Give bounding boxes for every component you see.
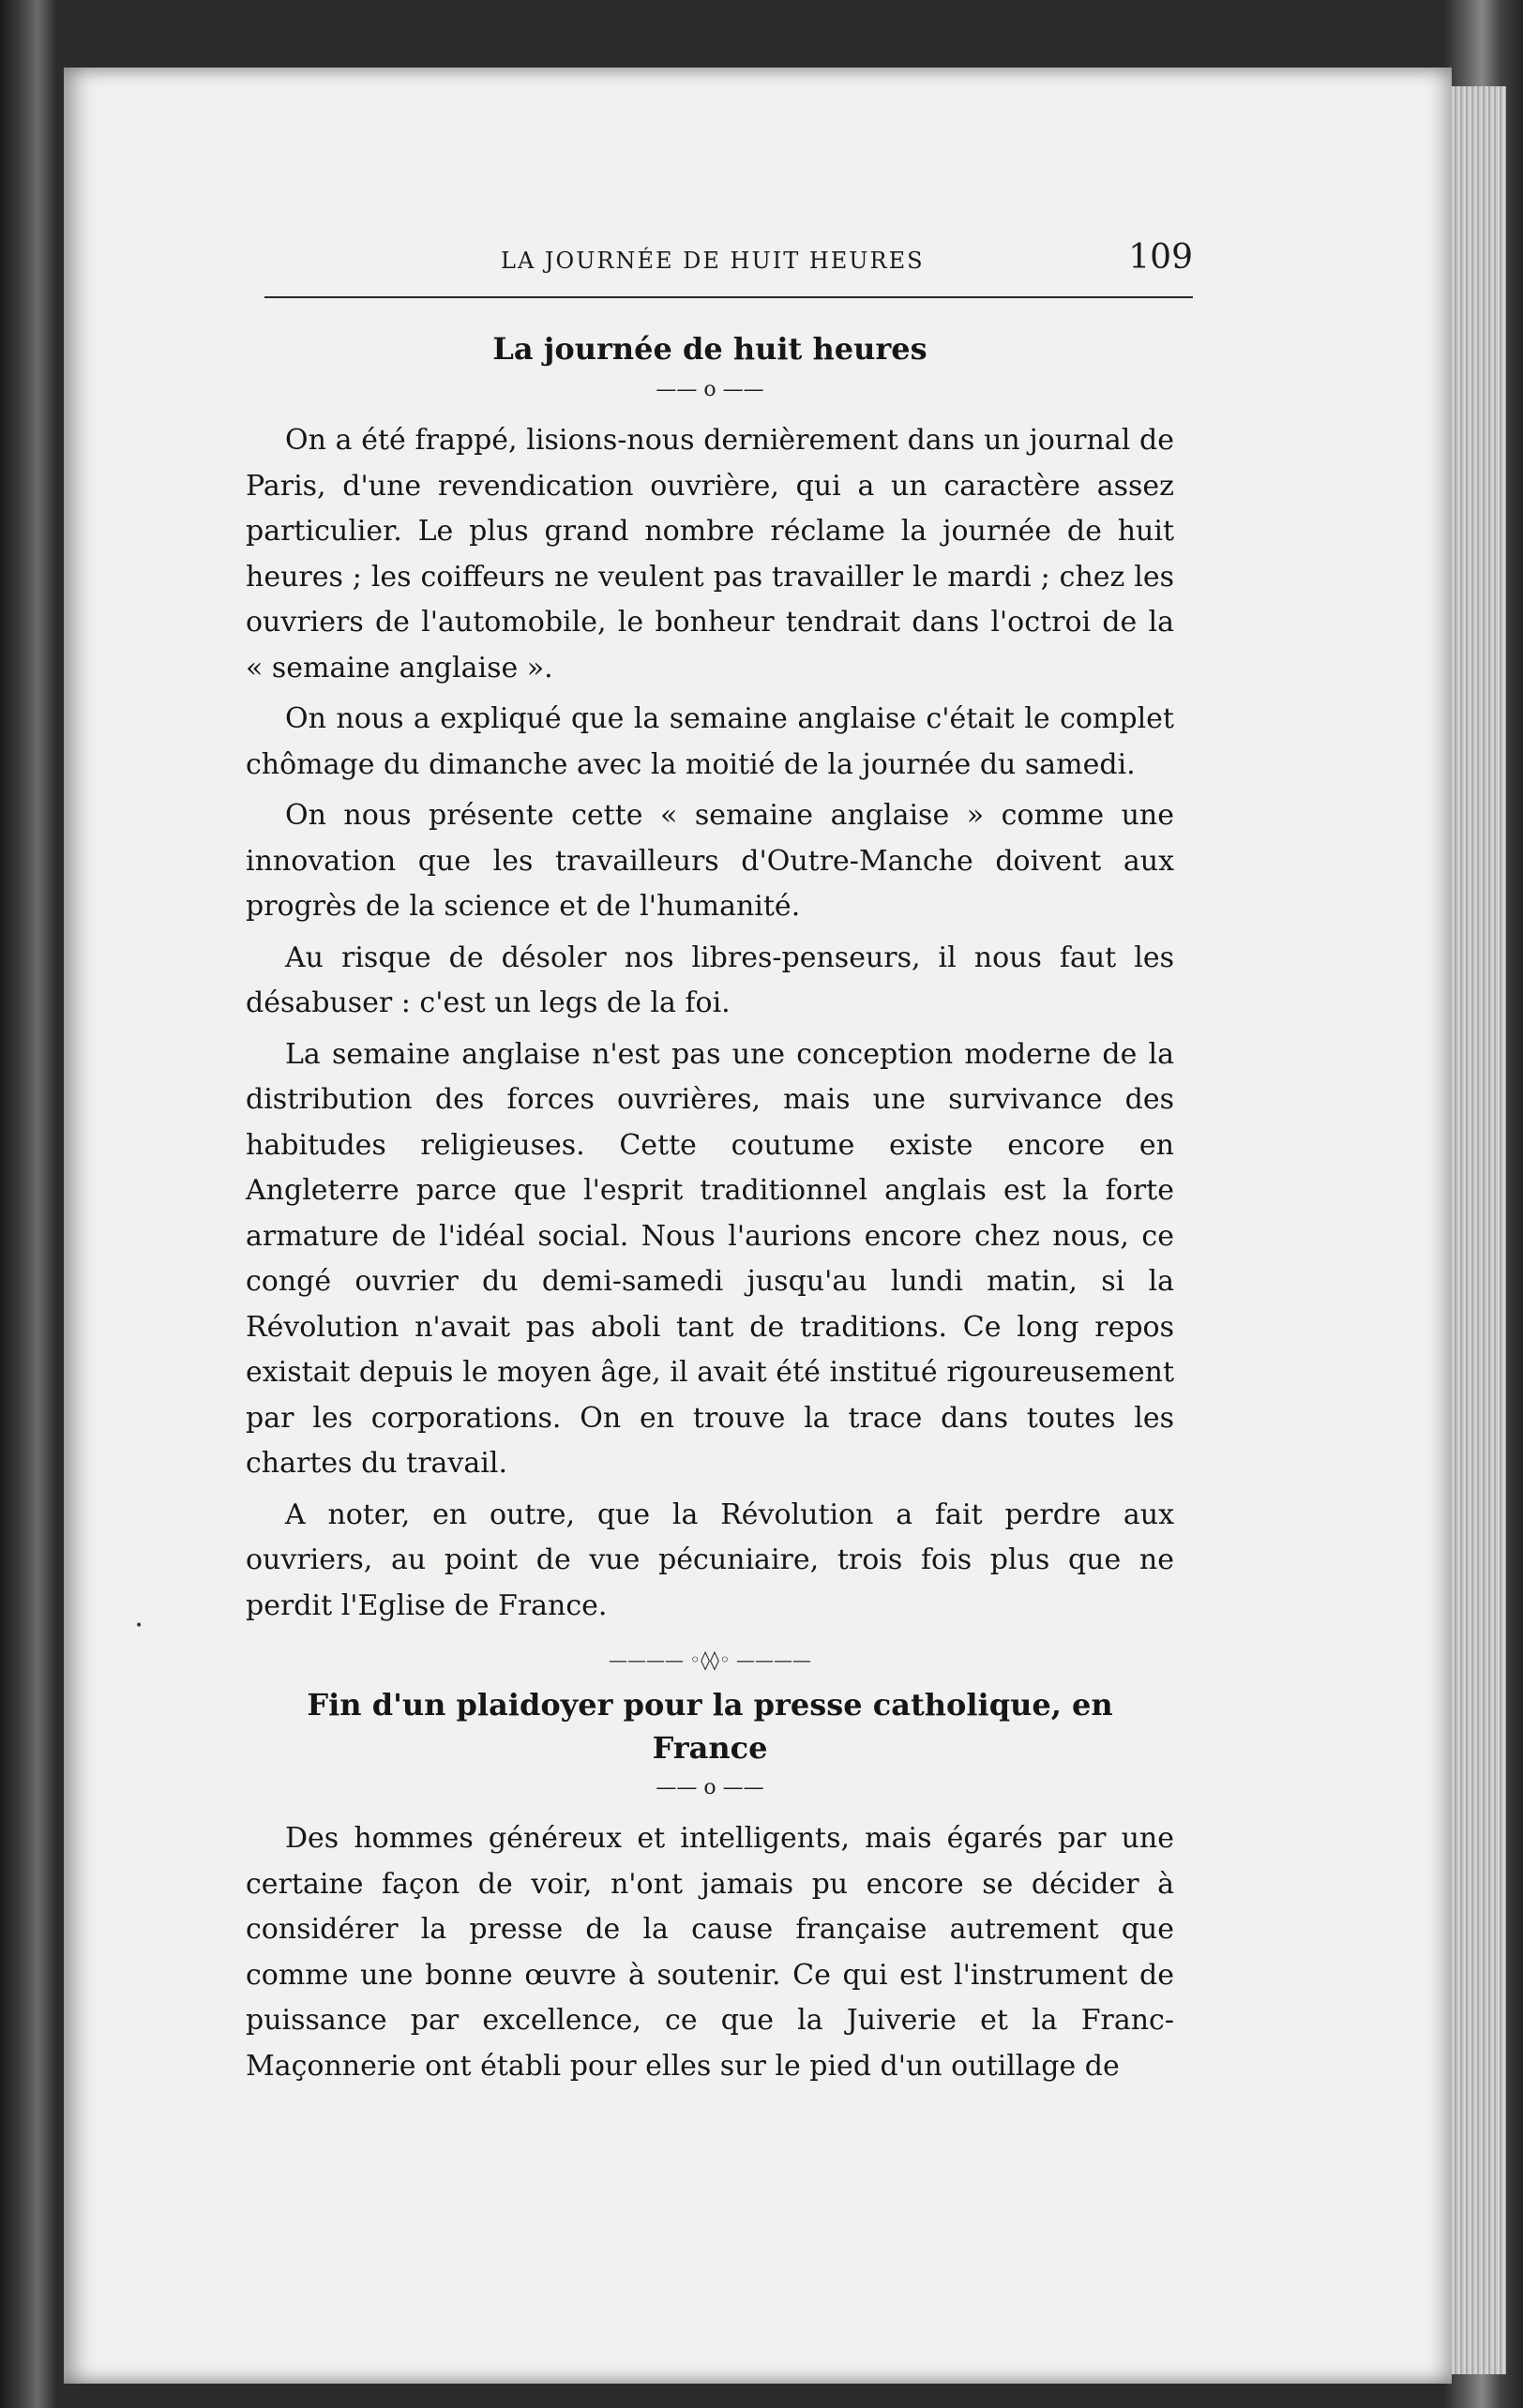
page-content [246,326,1174,2095]
title-ornament: —— o —— [656,1776,764,1799]
paragraph: On nous présente cette « semaine anglaise » comme une innovation que les travailleurs d'Outre-Manche doivent aux progrès de la science et de l'humanité. [246,799,1174,923]
paragraph: A noter, en outre, que la Révolution a fait perdre aux ouvriers, au point de vue pécuniaire, trois fois plus que ne perdit l'Eglise de France. [246,1497,1174,1622]
paragraph: On a été frappé, lisions-nous dernièrement dans un journal de Paris, d'une revendication ouvrière, qui a un caractère assez particulier. Le plus grand nombre réclame la journée de huit heures ; les coiffeurs ne veulent pas travailler le mardi ; chez les ouvriers de l'automobile, le bonheur tendrait dans l'octroi de la « semaine anglaise ». [246,424,1174,685]
paragraph: La semaine anglaise n'est pas une conception moderne de la distribution des forces ouvrières, mais une survivance des habitudes religieuses. Cette coutume existe encore en Angleterre parce que l'esprit traditionnel anglais est la forte armature de l'idéal social. Nous l'aurions encore chez nous, ce congé ouvrier du demi-samedi jusqu'au lundi matin, si la Révolution n'avait pas aboli tant de traditions. Ce long repos existait depuis le moyen âge, il avait été institué rigoureusement par les corporations. On en trouve la trace dans toutes les chartes du travail. [246,1037,1174,1480]
article-title: La journée de huit heures [492,331,927,367]
section-divider: ———— ◦◊◊◦ ———— [608,1648,812,1671]
header-rule [264,296,1193,298]
article-title: Fin d'un plaidoyer pour la presse catholique, en France [307,1687,1113,1766]
page-number: 109 [1128,238,1193,277]
paragraph: Au risque de désoler nos libres-penseurs, il nous faut les désabuser : c'est un legs de la foi. [246,941,1174,1019]
title-ornament: —— o —— [656,378,764,401]
page-edges [1452,86,1506,2374]
margin-mark: • [135,1618,143,1633]
running-head [264,238,1193,298]
paragraph: Des hommes généreux et intelligents, mais égarés par une certaine façon de voir, n'ont jamais pu encore se décider à considérer la presse de la cause française autrement que comme une bonne œuvre à soutenir. Ce qui est l'instrument de puissance par excellence, ce que la Juiverie et la Franc-Maçonnerie ont établi pour elles sur le pied d'un outillage de [246,1822,1174,2083]
running-title: LA JOURNÉE DE HUIT HEURES [501,248,925,274]
paragraph: On nous a expliqué que la semaine anglaise c'était le complet chômage du dimanche avec la moitié de la journée du samedi. [246,702,1174,781]
